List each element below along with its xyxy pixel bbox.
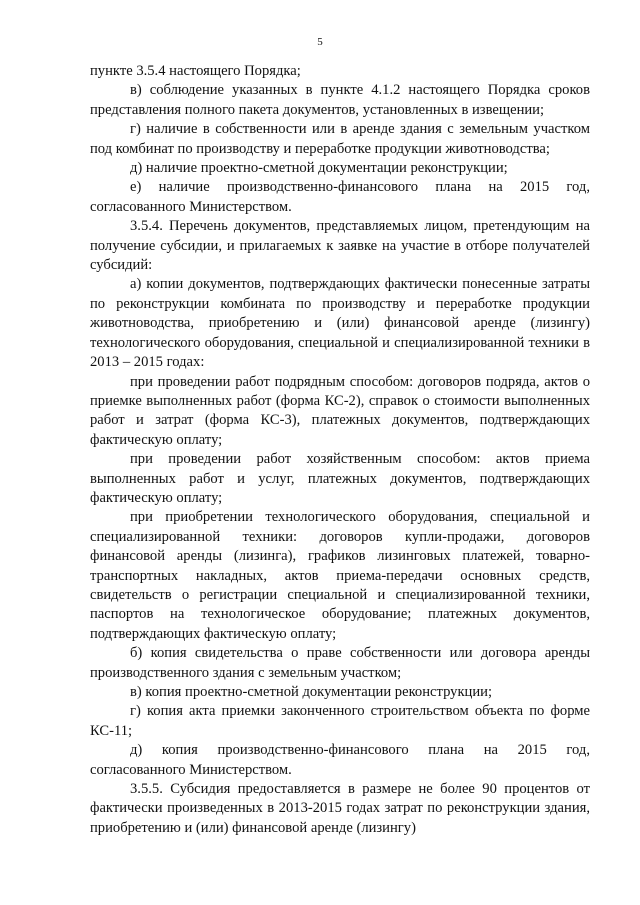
document-body: [90, 62, 590, 838]
page-number: 5: [317, 36, 323, 48]
paragraph: б) копия свидетельства о праве собственности или договора аренды производственного здания с земельным участком;: [90, 645, 590, 681]
paragraph: д) наличие проектно-сметной документации реконструкции;: [130, 160, 508, 177]
paragraph: при приобретении технологического оборудования, специальной и специализированной техники: договоров купли-продажи, договоров финансовой аренды (лизинга), графиков лизинговых платежей, товарно-транспортных накладных, актов приема-передачи основных средств, свидетельств о регистрации специальной и специализированной техники, паспортов на технологическое оборудование; платежных документов, подтверждающих фактическую оплату;: [90, 509, 590, 642]
paragraph: в) соблюдение указанных в пункте 4.1.2 настоящего Порядка сроков представления полного пакета документов, установленных в извещении;: [90, 82, 590, 118]
paragraph: при проведении работ хозяйственным способом: актов приема выполненных работ и услуг, платежных документов, подтверждающих фактическую оплату;: [90, 451, 590, 506]
paragraph: в) копия проектно-сметной документации реконструкции;: [130, 684, 493, 700]
paragraph: г) копия акта приемки законченного строительством объекта по форме КС-11;: [90, 703, 590, 739]
paragraph: при проведении работ подрядным способом: договоров подряда, актов о приемке выполненных работ (форма КС-2), справок о стоимости выполненных работ и затрат (форма КС-3), платежных документов, подтверждающих фактическую оплату;: [90, 373, 590, 448]
section-heading-3-5-5: 3.5.5. Субсидия предоставляется в размере не более 90 процентов от фактически произведенных в 2013-2015 годах затрат по реконструкции здания, приобретению и (или) финансовой аренде (лизингу): [90, 781, 590, 836]
paragraph: а) копии документов, подтверждающих фактически понесенные затраты по реконструкции комбината по производству и переработке продукции животноводства, приобретению и (или) финансовой аренде (лизингу) технологического оборудования, специальной и специализированной техники в 2013 – 2015 годах:: [90, 276, 590, 371]
paragraph: пункте 3.5.4 настоящего Порядка;: [90, 63, 301, 79]
paragraph: г) наличие в собственности или в аренде здания с земельным участком под комбинат по производству и переработке продукции животноводства;: [90, 121, 590, 157]
section-heading-3-5-4: 3.5.4. Перечень документов, представляемых лицом, претендующим на получение субсидии, и прилагаемых к заявке на участие в отборе получателей субсидий:: [90, 218, 590, 274]
paragraph: е) наличие производственно-финансового плана на 2015 год, согласованного Министерством.: [90, 179, 590, 215]
paragraph: д) копия производственно-финансового плана на 2015 год, согласованного Министерством.: [90, 742, 590, 778]
